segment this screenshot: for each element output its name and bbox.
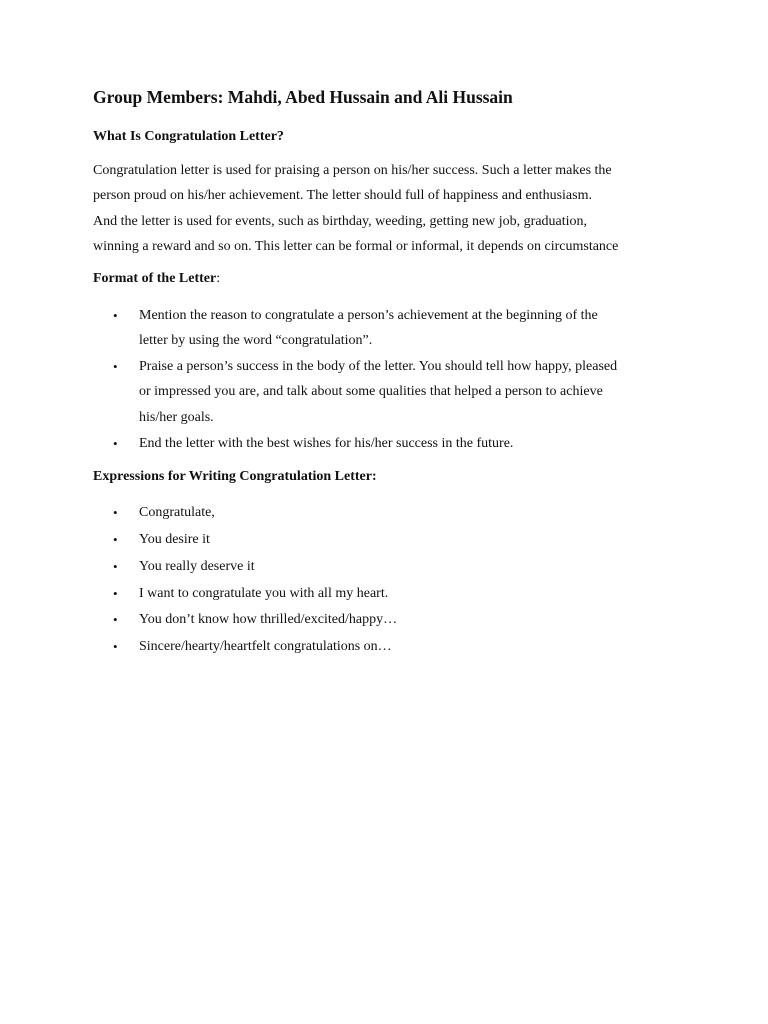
bullet-icon: • — [113, 358, 118, 374]
expressions-bullet-list — [93, 500, 693, 661]
definition-paragraph — [93, 158, 693, 260]
format-heading-colon: : — [216, 270, 221, 286]
list-item-line: his/her goals. — [139, 410, 214, 425]
bullet-icon: • — [113, 307, 118, 323]
list-item-line: Sincere/hearty/heartfelt congratulations on… — [139, 639, 392, 655]
list-item — [93, 581, 693, 608]
format-bullet-list — [93, 303, 693, 457]
list-item-line: I want to congratulate you with all my heart. — [139, 585, 389, 601]
list-item — [93, 303, 693, 354]
list-item — [93, 431, 693, 457]
list-item — [93, 607, 693, 634]
bullet-icon: • — [113, 531, 118, 547]
document-title: Group Members: Mahdi, Abed Hussain and Ali Hussain — [93, 87, 513, 107]
paragraph-line: winning a reward and so on. This letter can be formal or informal, it depends on circumstance — [93, 239, 619, 255]
bullet-icon: • — [113, 435, 118, 451]
list-item-line: Mention the reason to congratulate a person’s achievement at the beginning of the — [139, 307, 598, 323]
bullet-icon: • — [113, 639, 118, 655]
list-item — [93, 554, 693, 581]
document-page — [93, 84, 693, 661]
bullet-icon: • — [113, 505, 118, 521]
section-heading-what-is: What Is Congratulation Letter? — [93, 129, 284, 144]
format-heading-text: Format of the Letter — [93, 270, 217, 286]
paragraph-line: person proud on his/her achievement. The letter should full of happiness and enthusiasm. — [93, 188, 592, 204]
list-item — [93, 500, 693, 527]
list-item — [93, 527, 693, 554]
bullet-icon: • — [113, 558, 118, 574]
list-item-line: letter by using the word “congratulation”. — [139, 333, 373, 349]
paragraph-line: Congratulation letter is used for praising a person on his/her success. Such a letter makes the — [93, 163, 612, 178]
list-item-line: Congratulate, — [139, 505, 215, 521]
section-heading-format — [93, 269, 693, 289]
paragraph-line: And the letter is used for events, such as birthday, weeding, getting new job, graduation, — [93, 213, 588, 229]
list-item-line: End the letter with the best wishes for his/her success in the future. — [139, 435, 514, 451]
list-item — [93, 354, 693, 431]
list-item — [93, 634, 693, 661]
list-item-line: You don’t know how thrilled/excited/happy… — [139, 612, 398, 628]
bullet-icon: • — [113, 585, 118, 601]
list-item-line: or impressed you are, and talk about some qualities that helped a person to achieve — [139, 384, 603, 400]
list-item-line: Praise a person’s success in the body of the letter. You should tell how happy, pleased — [139, 358, 618, 374]
section-heading-expressions: Expressions for Writing Congratulation Letter: — [93, 469, 377, 485]
bullet-icon: • — [113, 612, 118, 628]
list-item-line: You desire it — [139, 531, 210, 547]
list-item-line: You really deserve it — [139, 558, 255, 574]
